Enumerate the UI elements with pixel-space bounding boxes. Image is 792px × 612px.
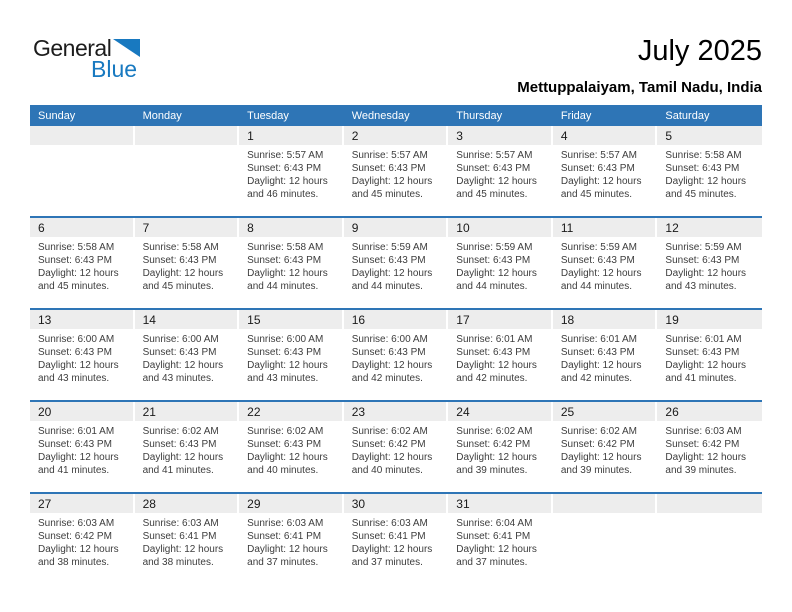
sunset-text: Sunset: 6:43 PM bbox=[351, 255, 426, 266]
day-details bbox=[344, 329, 449, 385]
day-details bbox=[239, 329, 344, 385]
sunset-text: Sunset: 6:41 PM bbox=[247, 531, 322, 542]
day-number: 12 bbox=[665, 220, 679, 235]
day-details bbox=[135, 421, 240, 477]
daylight-text: Daylight: 12 hours and 43 minutes. bbox=[247, 360, 328, 384]
day-number: 18 bbox=[560, 312, 575, 327]
daylight-text: Daylight: 12 hours and 42 minutes. bbox=[456, 360, 537, 384]
sunrise-text: Sunrise: 5:59 AM bbox=[456, 242, 533, 253]
calendar-day-cell bbox=[30, 402, 135, 492]
calendar-day-cell bbox=[30, 126, 135, 216]
daylight-text: Daylight: 12 hours and 43 minutes. bbox=[38, 360, 119, 384]
day-number: 19 bbox=[665, 312, 679, 327]
calendar-day-cell bbox=[657, 402, 762, 492]
calendar-day-cell bbox=[135, 494, 240, 584]
calendar-day-cell bbox=[135, 126, 240, 216]
sunrise-text: Sunrise: 5:59 AM bbox=[351, 242, 428, 253]
day-number-strip bbox=[30, 310, 135, 329]
daylight-text: Daylight: 12 hours and 44 minutes. bbox=[560, 268, 642, 292]
sunset-text: Sunset: 6:43 PM bbox=[38, 439, 112, 450]
calendar-day-cell bbox=[553, 402, 658, 492]
day-number-strip bbox=[657, 402, 762, 421]
day-details bbox=[657, 145, 762, 201]
daylight-text: Daylight: 12 hours and 41 minutes. bbox=[38, 452, 119, 476]
sunset-text: Sunset: 6:43 PM bbox=[247, 347, 322, 358]
sunrise-text: Sunrise: 5:57 AM bbox=[247, 150, 324, 161]
day-number-strip bbox=[135, 494, 240, 513]
day-number-strip bbox=[239, 402, 344, 421]
day-number: 25 bbox=[560, 404, 575, 419]
page-title: July 2025 bbox=[637, 35, 762, 67]
day-number-strip bbox=[344, 494, 449, 513]
week-row bbox=[30, 400, 762, 492]
day-details bbox=[448, 421, 553, 477]
daylight-text: Daylight: 12 hours and 44 minutes. bbox=[247, 268, 328, 292]
calendar-day-cell bbox=[553, 310, 658, 400]
day-number: 6 bbox=[38, 220, 45, 235]
day-details bbox=[344, 145, 449, 201]
day-number: 22 bbox=[247, 404, 261, 419]
day-number-strip bbox=[657, 494, 762, 513]
sunset-text: Sunset: 6:43 PM bbox=[560, 347, 635, 358]
day-number: 13 bbox=[38, 312, 52, 327]
day-number: 9 bbox=[351, 220, 359, 235]
sunrise-text: Sunrise: 5:57 AM bbox=[560, 150, 637, 161]
sunset-text: Sunset: 6:42 PM bbox=[665, 439, 740, 450]
sunrise-text: Sunrise: 5:58 AM bbox=[38, 242, 115, 253]
daylight-text: Daylight: 12 hours and 43 minutes. bbox=[665, 268, 747, 292]
sunset-text: Sunset: 6:41 PM bbox=[351, 531, 426, 542]
day-number: 8 bbox=[247, 220, 254, 235]
day-number-strip bbox=[30, 218, 135, 237]
sunset-text: Sunset: 6:43 PM bbox=[456, 163, 531, 174]
daylight-text: Daylight: 12 hours and 45 minutes. bbox=[142, 268, 224, 292]
calendar-day-cell bbox=[239, 494, 344, 584]
daylight-text: Daylight: 12 hours and 37 minutes. bbox=[456, 544, 537, 568]
day-number-strip bbox=[135, 310, 240, 329]
sunset-text: Sunset: 6:43 PM bbox=[247, 255, 322, 266]
day-number-strip bbox=[448, 494, 553, 513]
day-number: 23 bbox=[351, 404, 366, 419]
week-row bbox=[30, 126, 762, 216]
calendar-day-cell bbox=[239, 126, 344, 216]
day-details bbox=[135, 237, 240, 293]
sunrise-text: Sunrise: 6:03 AM bbox=[142, 518, 219, 529]
day-header-friday: Friday bbox=[560, 109, 592, 122]
day-details bbox=[135, 513, 240, 569]
day-details bbox=[344, 513, 449, 569]
sunrise-text: Sunrise: 6:00 AM bbox=[351, 334, 428, 345]
day-details bbox=[30, 421, 135, 477]
day-details bbox=[344, 421, 449, 477]
daylight-text: Daylight: 12 hours and 40 minutes. bbox=[351, 452, 433, 476]
day-number-strip bbox=[135, 126, 240, 145]
sunset-text: Sunset: 6:43 PM bbox=[142, 347, 217, 358]
sunset-text: Sunset: 6:42 PM bbox=[560, 439, 635, 450]
day-details bbox=[448, 329, 553, 385]
day-details bbox=[239, 145, 344, 201]
calendar-day-cell bbox=[657, 310, 762, 400]
sunset-text: Sunset: 6:43 PM bbox=[665, 163, 740, 174]
day-number: 29 bbox=[247, 496, 261, 511]
calendar-day-cell bbox=[239, 310, 344, 400]
sunset-text: Sunset: 6:43 PM bbox=[456, 347, 531, 358]
day-number-strip bbox=[448, 402, 553, 421]
day-number-strip bbox=[30, 126, 135, 145]
calendar-day-cell bbox=[30, 310, 135, 400]
sunrise-text: Sunrise: 5:58 AM bbox=[247, 242, 324, 253]
sunset-text: Sunset: 6:43 PM bbox=[351, 163, 426, 174]
location-subtitle: Mettuppalaiyam, Tamil Nadu, India bbox=[517, 78, 762, 96]
calendar-day-cell bbox=[30, 494, 135, 584]
day-header-tuesday: Tuesday bbox=[247, 109, 289, 122]
calendar-day-cell bbox=[657, 494, 762, 584]
daylight-text: Daylight: 12 hours and 44 minutes. bbox=[351, 268, 433, 292]
calendar-day-cell bbox=[553, 126, 658, 216]
day-header-sunday: Sunday bbox=[38, 109, 76, 122]
day-number-strip bbox=[239, 126, 344, 145]
day-number: 28 bbox=[142, 496, 156, 511]
daylight-text: Daylight: 12 hours and 44 minutes. bbox=[456, 268, 537, 292]
day-header-saturday: Saturday bbox=[665, 109, 710, 122]
daylight-text: Daylight: 12 hours and 39 minutes. bbox=[560, 452, 642, 476]
sunrise-text: Sunrise: 6:00 AM bbox=[247, 334, 324, 345]
day-number: 5 bbox=[665, 128, 673, 143]
day-details bbox=[553, 145, 658, 201]
day-number: 30 bbox=[351, 496, 366, 511]
day-number: 26 bbox=[665, 404, 679, 419]
daylight-text: Daylight: 12 hours and 46 minutes. bbox=[247, 176, 328, 200]
day-number: 17 bbox=[456, 312, 470, 327]
sunrise-text: Sunrise: 6:03 AM bbox=[38, 518, 115, 529]
daylight-text: Daylight: 12 hours and 37 minutes. bbox=[247, 544, 328, 568]
calendar-day-cell bbox=[344, 494, 449, 584]
logo-text-general: General bbox=[33, 35, 112, 61]
calendar-day-cell bbox=[344, 218, 449, 308]
sunset-text: Sunset: 6:43 PM bbox=[351, 347, 426, 358]
sunset-text: Sunset: 6:42 PM bbox=[351, 439, 426, 450]
calendar-day-cell bbox=[657, 126, 762, 216]
day-details bbox=[553, 421, 658, 477]
daylight-text: Daylight: 12 hours and 45 minutes. bbox=[351, 176, 433, 200]
day-number: 11 bbox=[560, 220, 574, 235]
sunrise-text: Sunrise: 5:58 AM bbox=[665, 150, 742, 161]
day-number: 2 bbox=[351, 128, 359, 143]
day-details bbox=[344, 237, 449, 293]
day-number: 16 bbox=[351, 312, 366, 327]
sunset-text: Sunset: 6:41 PM bbox=[456, 531, 531, 542]
day-number-strip bbox=[553, 310, 658, 329]
day-details bbox=[239, 237, 344, 293]
day-number: 10 bbox=[456, 220, 470, 235]
sunrise-text: Sunrise: 5:59 AM bbox=[560, 242, 637, 253]
calendar-day-cell bbox=[553, 218, 658, 308]
day-number: 15 bbox=[247, 312, 261, 327]
calendar-day-cell bbox=[553, 494, 658, 584]
day-details bbox=[239, 421, 344, 477]
daylight-text: Daylight: 12 hours and 40 minutes. bbox=[247, 452, 328, 476]
day-details bbox=[30, 237, 135, 293]
calendar-table bbox=[30, 105, 762, 584]
day-number: 31 bbox=[456, 496, 470, 511]
sunrise-text: Sunrise: 5:58 AM bbox=[142, 242, 219, 253]
daylight-text: Daylight: 12 hours and 38 minutes. bbox=[142, 544, 224, 568]
sunset-text: Sunset: 6:43 PM bbox=[247, 163, 322, 174]
general-blue-logo bbox=[33, 37, 140, 81]
day-details bbox=[448, 145, 553, 201]
sunrise-text: Sunrise: 5:57 AM bbox=[351, 150, 428, 161]
day-number: 20 bbox=[38, 404, 52, 419]
day-number: 24 bbox=[456, 404, 470, 419]
daylight-text: Daylight: 12 hours and 41 minutes. bbox=[665, 360, 747, 384]
calendar-day-cell bbox=[239, 218, 344, 308]
daylight-text: Daylight: 12 hours and 37 minutes. bbox=[351, 544, 433, 568]
daylight-text: Daylight: 12 hours and 42 minutes. bbox=[351, 360, 433, 384]
sunset-text: Sunset: 6:43 PM bbox=[142, 439, 217, 450]
day-details bbox=[448, 237, 553, 293]
daylight-text: Daylight: 12 hours and 39 minutes. bbox=[456, 452, 537, 476]
day-details bbox=[657, 329, 762, 385]
sunrise-text: Sunrise: 6:04 AM bbox=[456, 518, 533, 529]
day-details bbox=[30, 513, 135, 569]
sunrise-text: Sunrise: 5:59 AM bbox=[665, 242, 742, 253]
calendar-day-cell bbox=[239, 402, 344, 492]
sunrise-text: Sunrise: 6:03 AM bbox=[665, 426, 742, 437]
day-number: 14 bbox=[142, 312, 156, 327]
day-number-strip bbox=[30, 402, 135, 421]
sunrise-text: Sunrise: 6:02 AM bbox=[560, 426, 637, 437]
sunset-text: Sunset: 6:43 PM bbox=[665, 255, 740, 266]
day-header-wednesday: Wednesday bbox=[351, 109, 410, 122]
day-details bbox=[448, 513, 553, 569]
day-number: 3 bbox=[456, 128, 463, 143]
day-number-strip bbox=[553, 126, 658, 145]
sunset-text: Sunset: 6:41 PM bbox=[142, 531, 217, 542]
day-details bbox=[553, 329, 658, 385]
day-header-thursday: Thursday bbox=[456, 109, 503, 122]
day-number-strip bbox=[239, 494, 344, 513]
calendar-day-cell bbox=[30, 218, 135, 308]
day-header-row bbox=[30, 105, 762, 126]
sunset-text: Sunset: 6:43 PM bbox=[456, 255, 531, 266]
calendar-day-cell bbox=[344, 402, 449, 492]
sunrise-text: Sunrise: 6:02 AM bbox=[351, 426, 428, 437]
calendar-day-cell bbox=[135, 402, 240, 492]
logo-text-blue: Blue bbox=[91, 56, 138, 82]
daylight-text: Daylight: 12 hours and 45 minutes. bbox=[665, 176, 747, 200]
calendar-day-cell bbox=[135, 218, 240, 308]
title-block bbox=[517, 36, 762, 96]
daylight-text: Daylight: 12 hours and 39 minutes. bbox=[665, 452, 747, 476]
day-number: 4 bbox=[560, 128, 568, 143]
calendar-day-cell bbox=[448, 310, 553, 400]
daylight-text: Daylight: 12 hours and 38 minutes. bbox=[38, 544, 119, 568]
day-details bbox=[553, 237, 658, 293]
day-number-strip bbox=[553, 218, 658, 237]
calendar-day-cell bbox=[448, 218, 553, 308]
sunset-text: Sunset: 6:43 PM bbox=[38, 347, 112, 358]
day-number: 21 bbox=[142, 404, 156, 419]
calendar-grid bbox=[30, 126, 762, 584]
day-number-strip bbox=[30, 494, 135, 513]
day-number-strip bbox=[239, 218, 344, 237]
calendar-day-cell bbox=[448, 126, 553, 216]
day-number-strip bbox=[448, 218, 553, 237]
day-details bbox=[657, 421, 762, 477]
day-number-strip bbox=[135, 218, 240, 237]
day-number-strip bbox=[657, 310, 762, 329]
sunset-text: Sunset: 6:42 PM bbox=[38, 531, 112, 542]
sunrise-text: Sunrise: 6:00 AM bbox=[38, 334, 115, 345]
sunrise-text: Sunrise: 6:00 AM bbox=[142, 334, 219, 345]
day-number: 27 bbox=[38, 496, 52, 511]
week-row bbox=[30, 216, 762, 308]
day-number-strip bbox=[553, 494, 658, 513]
calendar-day-cell bbox=[448, 494, 553, 584]
sunset-text: Sunset: 6:43 PM bbox=[665, 347, 740, 358]
sunrise-text: Sunrise: 6:01 AM bbox=[38, 426, 115, 437]
sunset-text: Sunset: 6:42 PM bbox=[456, 439, 531, 450]
day-number-strip bbox=[135, 402, 240, 421]
day-number-strip bbox=[344, 402, 449, 421]
day-number-strip bbox=[448, 126, 553, 145]
sunrise-text: Sunrise: 6:02 AM bbox=[247, 426, 324, 437]
calendar-day-cell bbox=[344, 126, 449, 216]
daylight-text: Daylight: 12 hours and 45 minutes. bbox=[456, 176, 537, 200]
sunset-text: Sunset: 6:43 PM bbox=[560, 255, 635, 266]
day-header-monday: Monday bbox=[142, 109, 182, 122]
calendar-day-cell bbox=[448, 402, 553, 492]
day-details bbox=[239, 513, 344, 569]
daylight-text: Daylight: 12 hours and 43 minutes. bbox=[142, 360, 224, 384]
sunrise-text: Sunrise: 6:01 AM bbox=[456, 334, 533, 345]
day-number-strip bbox=[657, 126, 762, 145]
sunrise-text: Sunrise: 6:03 AM bbox=[351, 518, 428, 529]
day-number-strip bbox=[448, 310, 553, 329]
sunset-text: Sunset: 6:43 PM bbox=[38, 255, 112, 266]
sunrise-text: Sunrise: 6:02 AM bbox=[142, 426, 219, 437]
sunrise-text: Sunrise: 6:01 AM bbox=[665, 334, 742, 345]
day-number: 1 bbox=[247, 128, 254, 143]
calendar-day-cell bbox=[344, 310, 449, 400]
daylight-text: Daylight: 12 hours and 45 minutes. bbox=[560, 176, 642, 200]
sunset-text: Sunset: 6:43 PM bbox=[247, 439, 322, 450]
day-number-strip bbox=[344, 126, 449, 145]
sunrise-text: Sunrise: 6:02 AM bbox=[456, 426, 533, 437]
calendar-day-cell bbox=[657, 218, 762, 308]
calendar-day-cell bbox=[135, 310, 240, 400]
day-number: 7 bbox=[142, 220, 150, 235]
day-details bbox=[30, 329, 135, 385]
day-number-strip bbox=[344, 218, 449, 237]
day-number-strip bbox=[553, 402, 658, 421]
daylight-text: Daylight: 12 hours and 42 minutes. bbox=[560, 360, 642, 384]
day-number-strip bbox=[239, 310, 344, 329]
day-number-strip bbox=[344, 310, 449, 329]
sunrise-text: Sunrise: 5:57 AM bbox=[456, 150, 533, 161]
daylight-text: Daylight: 12 hours and 45 minutes. bbox=[38, 268, 119, 292]
sunset-text: Sunset: 6:43 PM bbox=[560, 163, 635, 174]
day-details bbox=[657, 237, 762, 293]
daylight-text: Daylight: 12 hours and 41 minutes. bbox=[142, 452, 224, 476]
sunrise-text: Sunrise: 6:03 AM bbox=[247, 518, 324, 529]
week-row bbox=[30, 308, 762, 400]
day-details bbox=[135, 329, 240, 385]
sunrise-text: Sunrise: 6:01 AM bbox=[560, 334, 637, 345]
week-row bbox=[30, 492, 762, 584]
sunset-text: Sunset: 6:43 PM bbox=[142, 255, 217, 266]
day-number-strip bbox=[657, 218, 762, 237]
